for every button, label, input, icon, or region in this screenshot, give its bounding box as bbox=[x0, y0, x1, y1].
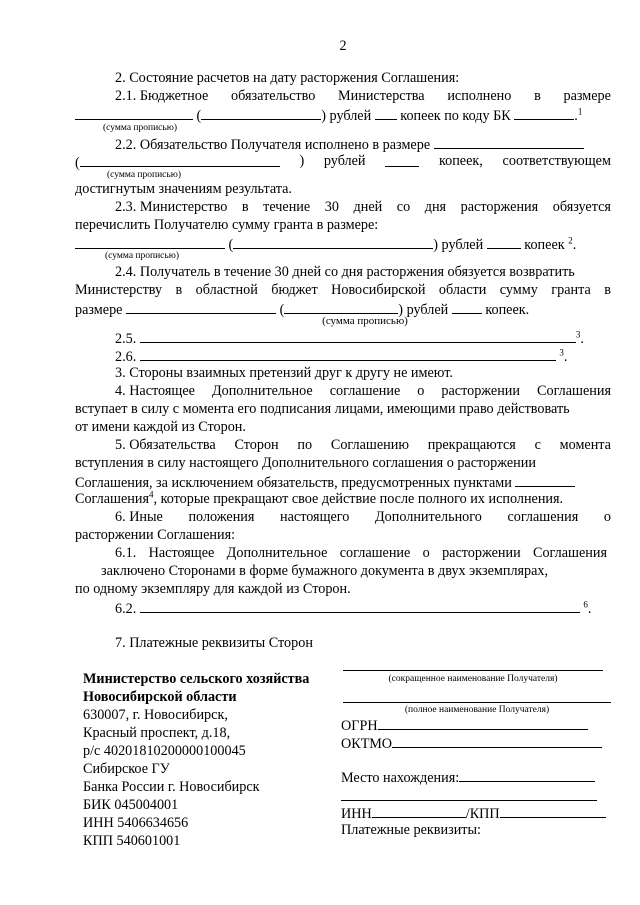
word: обязательство bbox=[231, 88, 316, 104]
blank-kpp bbox=[500, 804, 606, 818]
word: 6. Иные bbox=[115, 509, 163, 525]
p23-line1 bbox=[75, 199, 611, 217]
word: с bbox=[534, 437, 541, 453]
blank-line bbox=[140, 599, 580, 613]
blank-sum bbox=[126, 300, 276, 314]
recipient-oktmo bbox=[341, 734, 602, 754]
blank-sum bbox=[75, 235, 225, 249]
word: со bbox=[396, 199, 411, 215]
paren: ( bbox=[279, 302, 285, 318]
word: 30 bbox=[324, 199, 339, 215]
blank-inn bbox=[372, 804, 466, 818]
word: размере bbox=[563, 88, 611, 104]
word: в bbox=[241, 199, 249, 215]
p4-line2: вступает в силу с момента его подписания лицами, имеющими право действовать bbox=[75, 401, 570, 417]
blank-sum-words bbox=[80, 153, 280, 167]
text: . bbox=[587, 601, 592, 617]
word: 2.3. Министерство bbox=[115, 199, 228, 215]
item-number: 6.2. bbox=[115, 601, 137, 617]
word: сумму bbox=[499, 282, 538, 298]
word: момента bbox=[559, 437, 611, 453]
ministry-bank-line1: Сибирское ГУ bbox=[83, 761, 170, 777]
text: ) рублей bbox=[321, 108, 372, 124]
p4-line1 bbox=[75, 383, 611, 401]
word: настоящего bbox=[280, 509, 350, 525]
p61-line2: заключено Сторонами в форме бумажного документа в двух экземплярах, bbox=[101, 563, 549, 579]
footnote-ref: 3 bbox=[559, 347, 564, 358]
caption-sum-words: (сумма прописью) bbox=[103, 123, 177, 133]
text: . bbox=[572, 237, 577, 253]
word: 4. Настоящее bbox=[115, 383, 195, 399]
text: копеек. bbox=[485, 302, 530, 318]
word: о bbox=[422, 545, 430, 561]
blank-line bbox=[140, 329, 576, 343]
word: копеек, bbox=[438, 153, 483, 169]
recipient-inn-kpp bbox=[341, 804, 606, 824]
blank-ogrn bbox=[378, 716, 588, 730]
word: Соглашения bbox=[537, 383, 611, 399]
p6-line1 bbox=[75, 509, 611, 527]
p21-line1 bbox=[75, 88, 611, 106]
item-number: 2.6. bbox=[115, 349, 137, 365]
blank-bk-code bbox=[514, 106, 574, 120]
label: Место нахождения: bbox=[341, 770, 460, 786]
word: дня bbox=[424, 199, 447, 215]
blank-sum bbox=[434, 135, 584, 149]
word: соглашение bbox=[339, 545, 411, 561]
word: областной bbox=[195, 282, 258, 298]
caption-short-name: (сокращенное наименование Получателя) bbox=[388, 674, 558, 684]
recipient-ogrn bbox=[341, 716, 588, 736]
blank-kopecks bbox=[487, 235, 521, 249]
word: Новосибирской bbox=[331, 282, 426, 298]
word: бюджет bbox=[271, 282, 318, 298]
recipient-payment: Платежные реквизиты: bbox=[341, 822, 481, 838]
p4-line3: от имени каждой из Сторон. bbox=[75, 419, 246, 435]
word: расторжении bbox=[442, 545, 521, 561]
paren: ( bbox=[196, 108, 202, 124]
blank-kopecks bbox=[452, 300, 482, 314]
word: в bbox=[175, 282, 183, 298]
word: в bbox=[534, 88, 541, 104]
word: Дополнительное bbox=[211, 383, 313, 399]
blank-sum bbox=[75, 106, 193, 120]
ministry-kpp: КПП 540601001 bbox=[83, 833, 181, 849]
p61-line1 bbox=[75, 545, 607, 563]
word: исполнено bbox=[447, 88, 512, 104]
ministry-name-line1: Министерство сельского хозяйства bbox=[83, 671, 310, 687]
word: Дополнительное bbox=[226, 545, 328, 561]
label: ИНН bbox=[341, 806, 372, 822]
section-7-heading: 7. Платежные реквизиты Сторон bbox=[115, 635, 313, 651]
recipient-location bbox=[341, 768, 595, 788]
p25-line bbox=[75, 329, 611, 349]
section-3: 3. Стороны взаимных претензий друг к другу не имеют. bbox=[115, 365, 453, 381]
word: по bbox=[297, 437, 313, 453]
footnote-ref: 1 bbox=[577, 106, 583, 117]
word: соответствующем bbox=[502, 153, 611, 169]
p24-line2 bbox=[75, 282, 611, 300]
caption-sum-words: (сумма прописью) bbox=[322, 315, 408, 327]
recipient-location-line2 bbox=[341, 786, 597, 801]
text: . bbox=[563, 349, 568, 365]
blank-location bbox=[459, 768, 595, 782]
footnote-ref: 3 bbox=[575, 329, 581, 340]
footnote-ref: 6 bbox=[583, 599, 588, 610]
label: ОГРН bbox=[341, 718, 378, 734]
p61-line3: по одному экземпляру для каждой из Сторон. bbox=[75, 581, 351, 597]
ministry-bank-line2: Банка России г. Новосибирск bbox=[83, 779, 260, 795]
word: гранта bbox=[551, 282, 591, 298]
word: соглашения bbox=[507, 509, 579, 525]
label: ОКТМО bbox=[341, 736, 393, 752]
ministry-address-line1: 630007, г. Новосибирск, bbox=[83, 707, 228, 723]
text: Соглашения, за исключением обязательств, предусмотренных пунктами bbox=[75, 475, 512, 491]
footnote-ref: 4 bbox=[148, 489, 154, 500]
word: прекращаются bbox=[427, 437, 516, 453]
item-number: 2.5. bbox=[115, 331, 137, 347]
p24-line1: 2.4. Получатель в течение 30 дней со дня расторжения обязуется возвратить bbox=[115, 264, 575, 280]
word: 2.1. Бюджетное bbox=[115, 88, 209, 104]
p22-line1 bbox=[75, 135, 611, 155]
word: в bbox=[604, 282, 611, 298]
ministry-bik: БИК 045004001 bbox=[83, 797, 179, 813]
recipient-full-name-field bbox=[343, 686, 611, 703]
word: Настоящее bbox=[148, 545, 215, 561]
word: ) bbox=[299, 153, 305, 169]
word: Министерства bbox=[338, 88, 425, 104]
blank-oktmo bbox=[392, 734, 602, 748]
word: расторжении bbox=[441, 383, 520, 399]
word: 5. Обязательства bbox=[115, 437, 216, 453]
blank-sum-words bbox=[201, 106, 321, 120]
text: . bbox=[574, 108, 578, 124]
blank-items bbox=[515, 473, 575, 487]
word: дней bbox=[353, 199, 383, 215]
p26-line bbox=[75, 347, 611, 367]
word: обязуется bbox=[552, 199, 611, 215]
word: расторжения bbox=[460, 199, 539, 215]
ministry-address-line2: Красный проспект, д.18, bbox=[83, 725, 231, 741]
ministry-inn: ИНН 5406634656 bbox=[83, 815, 189, 831]
word: 6.1. bbox=[115, 545, 137, 561]
word: о bbox=[603, 509, 611, 525]
ministry-name-line2: Новосибирской области bbox=[83, 689, 237, 705]
text: , которые прекращают свое действие после полного их исполнения. bbox=[153, 491, 564, 507]
blank-line bbox=[140, 347, 556, 361]
ministry-account: р/с 40201810200000100045 bbox=[83, 743, 246, 759]
paren: ( bbox=[75, 155, 80, 171]
label: /КПП bbox=[465, 806, 500, 822]
word: области bbox=[438, 282, 487, 298]
section-2-heading: 2. Состояние расчетов на дату расторжения Соглашения: bbox=[115, 70, 460, 86]
text: Соглашения bbox=[75, 491, 149, 507]
p6-line2: расторжении Соглашения: bbox=[75, 527, 236, 543]
blank-kopecks bbox=[375, 106, 397, 120]
word: Соглашения bbox=[533, 545, 607, 561]
text: ) рублей bbox=[398, 302, 449, 318]
text: копеек по коду БК bbox=[400, 108, 511, 124]
word: положения bbox=[188, 509, 255, 525]
text: ) рублей bbox=[433, 237, 484, 253]
word: течение bbox=[263, 199, 311, 215]
recipient-short-name-field bbox=[343, 654, 603, 671]
p5-line4 bbox=[75, 491, 611, 509]
caption-full-name: (полное наименование Получателя) bbox=[404, 705, 550, 715]
caption-sum-words: (сумма прописью) bbox=[107, 170, 181, 180]
caption-sum-words: (сумма прописью) bbox=[105, 251, 179, 261]
p5-line3 bbox=[75, 473, 611, 493]
p5-line2: вступления в силу настоящего Дополнительного соглашения о расторжении bbox=[75, 455, 536, 471]
word: соглашение bbox=[329, 383, 401, 399]
text: . bbox=[580, 331, 584, 347]
p62-line bbox=[75, 599, 611, 619]
blank-sum-words bbox=[233, 235, 433, 249]
text: копеек bbox=[524, 237, 565, 253]
word: Министерству bbox=[75, 282, 163, 298]
word: Соглашению bbox=[330, 437, 409, 453]
word: Дополнительного bbox=[374, 509, 482, 525]
word: о bbox=[417, 383, 425, 399]
word: рублей bbox=[323, 153, 366, 169]
p22-line3: достигнутым значениям результата. bbox=[75, 181, 292, 197]
page-number: 2 bbox=[339, 38, 347, 54]
paren: ( bbox=[228, 237, 234, 253]
text: 2.2. Обязательство Получателя исполнено в размере bbox=[115, 137, 431, 153]
footnote-ref: 2 bbox=[568, 235, 573, 246]
blank-sum-words bbox=[284, 300, 398, 314]
text: размере bbox=[75, 302, 123, 318]
p5-line1 bbox=[75, 437, 611, 455]
word: Сторон bbox=[234, 437, 279, 453]
p23-line2: перечислить Получателю сумму гранта в размере: bbox=[75, 217, 379, 233]
blank-kopecks bbox=[385, 153, 419, 167]
